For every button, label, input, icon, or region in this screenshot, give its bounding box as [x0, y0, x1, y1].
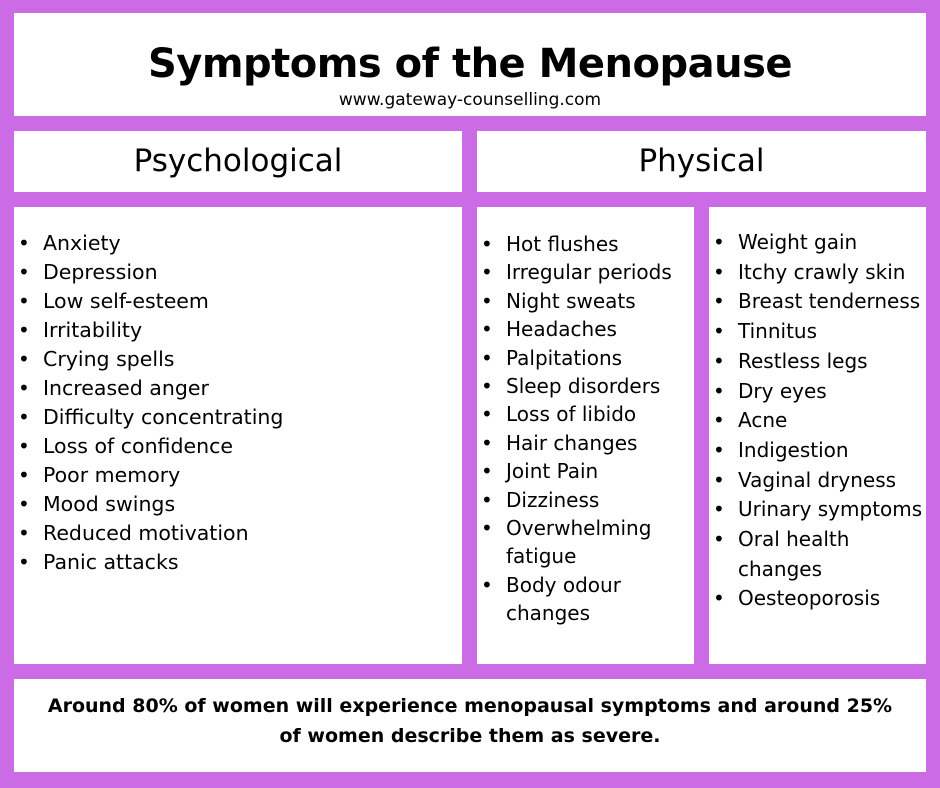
list-item: • Loss of libido — [477, 400, 694, 428]
header-panel — [14, 13, 926, 116]
physical-symptom-list-left — [477, 230, 694, 628]
psychological-title: Psychological — [133, 143, 343, 179]
list-item: • Headaches — [477, 315, 694, 343]
list-item: • Difficulty concentrating — [14, 403, 462, 432]
list-item: • Poor memory — [14, 461, 462, 490]
physical-title: Physical — [638, 143, 765, 179]
list-item: • Breast tenderness — [709, 287, 926, 317]
list-item: • Anxiety — [14, 229, 462, 258]
list-item: • Depression — [14, 258, 462, 287]
list-item: • Irregular periods — [477, 258, 694, 286]
list-item: • Body odour changes — [477, 571, 694, 628]
list-item: • Overwhelming fatigue — [477, 514, 694, 571]
list-item: • Tinnitus — [709, 317, 926, 347]
list-item: • Restless legs — [709, 347, 926, 377]
footer-statistic-text: Around 80% of women will experience menopausal symptoms and around 25% of women describe them as severe. — [47, 695, 893, 747]
list-item: • Increased anger — [14, 374, 462, 403]
list-item: • Irritability — [14, 316, 462, 345]
list-item: • Hair changes — [477, 429, 694, 457]
list-item: • Panic attacks — [14, 548, 462, 577]
list-item: • Joint Pain — [477, 457, 694, 485]
list-item: • Weight gain — [709, 228, 926, 258]
psychological-symptom-list — [14, 229, 462, 577]
list-item: • Mood swings — [14, 490, 462, 519]
physical-header — [477, 131, 926, 192]
list-item: • Sleep disorders — [477, 372, 694, 400]
list-item: • Oral health changes — [709, 525, 926, 584]
list-item: • Palpitations — [477, 344, 694, 372]
list-item: • Acne — [709, 406, 926, 436]
list-item: • Dry eyes — [709, 377, 926, 407]
list-item: • Night sweats — [477, 287, 694, 315]
list-item: • Urinary symptoms — [709, 495, 926, 525]
physical-list-panel-left — [477, 207, 694, 664]
list-item: • Itchy crawly skin — [709, 258, 926, 288]
list-item: • Vaginal dryness — [709, 466, 926, 496]
psychological-header — [14, 131, 462, 192]
list-item: • Indigestion — [709, 436, 926, 466]
list-item: • Hot flushes — [477, 230, 694, 258]
list-item: • Reduced motivation — [14, 519, 462, 548]
physical-symptom-list-right — [709, 228, 926, 614]
list-item: • Loss of confidence — [14, 432, 462, 461]
list-item: • Low self-esteem — [14, 287, 462, 316]
psychological-list-panel — [14, 207, 462, 664]
footer-panel — [14, 679, 926, 772]
list-item: • Dizziness — [477, 486, 694, 514]
website-text: www.gateway-counselling.com — [338, 90, 602, 110]
physical-list-panel-right — [709, 207, 926, 664]
page-title: Symptoms of the Menopause — [147, 41, 793, 87]
list-item: • Oesteoporosis — [709, 584, 926, 614]
list-item: • Crying spells — [14, 345, 462, 374]
